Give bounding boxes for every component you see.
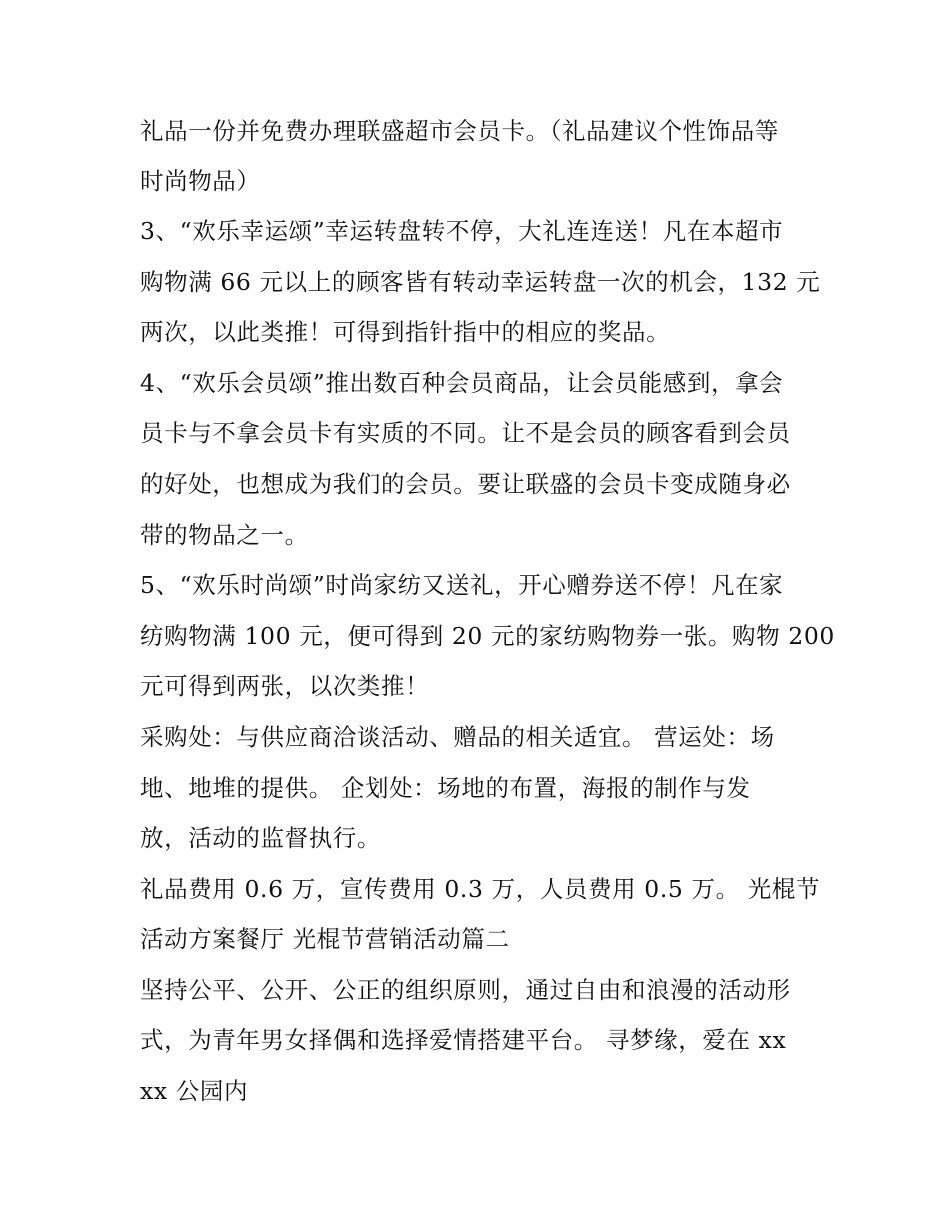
text-line: 礼品费用 0.6 万，宣传费用 0.3 万，人员费用 0.5 万。 光棍节	[140, 875, 821, 903]
text-line: 元可得到两张，以次类推！	[140, 672, 430, 700]
text-line: xx 公园内	[140, 1077, 249, 1105]
text-line: 放，活动的监督执行。	[140, 824, 381, 852]
text-line: 4、“欢乐会员颂”推出数百种会员商品，让会员能感到，拿会	[140, 369, 784, 397]
text-line: 纺购物满 100 元，便可得到 20 元的家纺购物券一张。购物 200	[140, 622, 835, 650]
text-line: 购物满 66 元以上的顾客皆有转动幸运转盘一次的机会，132 元	[140, 268, 821, 296]
text-line: 式，为青年男女择偶和选择爱情搭建平台。 寻梦缘，爱在 xx	[140, 1026, 787, 1054]
text-line: 员卡与不拿会员卡有实质的不同。让不是会员的顾客看到会员	[140, 419, 791, 447]
text-line: 两次，以此类推！可得到指针指中的相应的奖品。	[140, 318, 671, 346]
text-line: 采购处：与供应商洽谈活动、赠品的相关适宜。 营运处：场	[140, 723, 775, 751]
text-line: 坚持公平、公开、公正的组织原则，通过自由和浪漫的活动形	[140, 976, 791, 1004]
text-line: 礼品一份并免费办理联盛超市会员卡。（礼品建议个性饰品等	[140, 117, 779, 145]
text-line: 带的物品之一。	[140, 521, 309, 549]
text-line: 5、“欢乐时尚颂”时尚家纺又送礼，开心赠券送不停！凡在家	[140, 571, 784, 599]
text-line: 的好处，也想成为我们的会员。要让联盛的会员卡变成随身必	[140, 470, 791, 498]
text-line: 地、地堆的提供。 企划处：场地的布置，海报的制作与发	[140, 774, 751, 802]
text-line: 时尚物品）	[140, 167, 261, 195]
text-line: 3、“欢乐幸运颂”幸运转盘转不停，大礼连连送！凡在本超市	[140, 217, 784, 245]
text-line: 活动方案餐厅 光棍节营销活动篇二	[140, 925, 510, 953]
